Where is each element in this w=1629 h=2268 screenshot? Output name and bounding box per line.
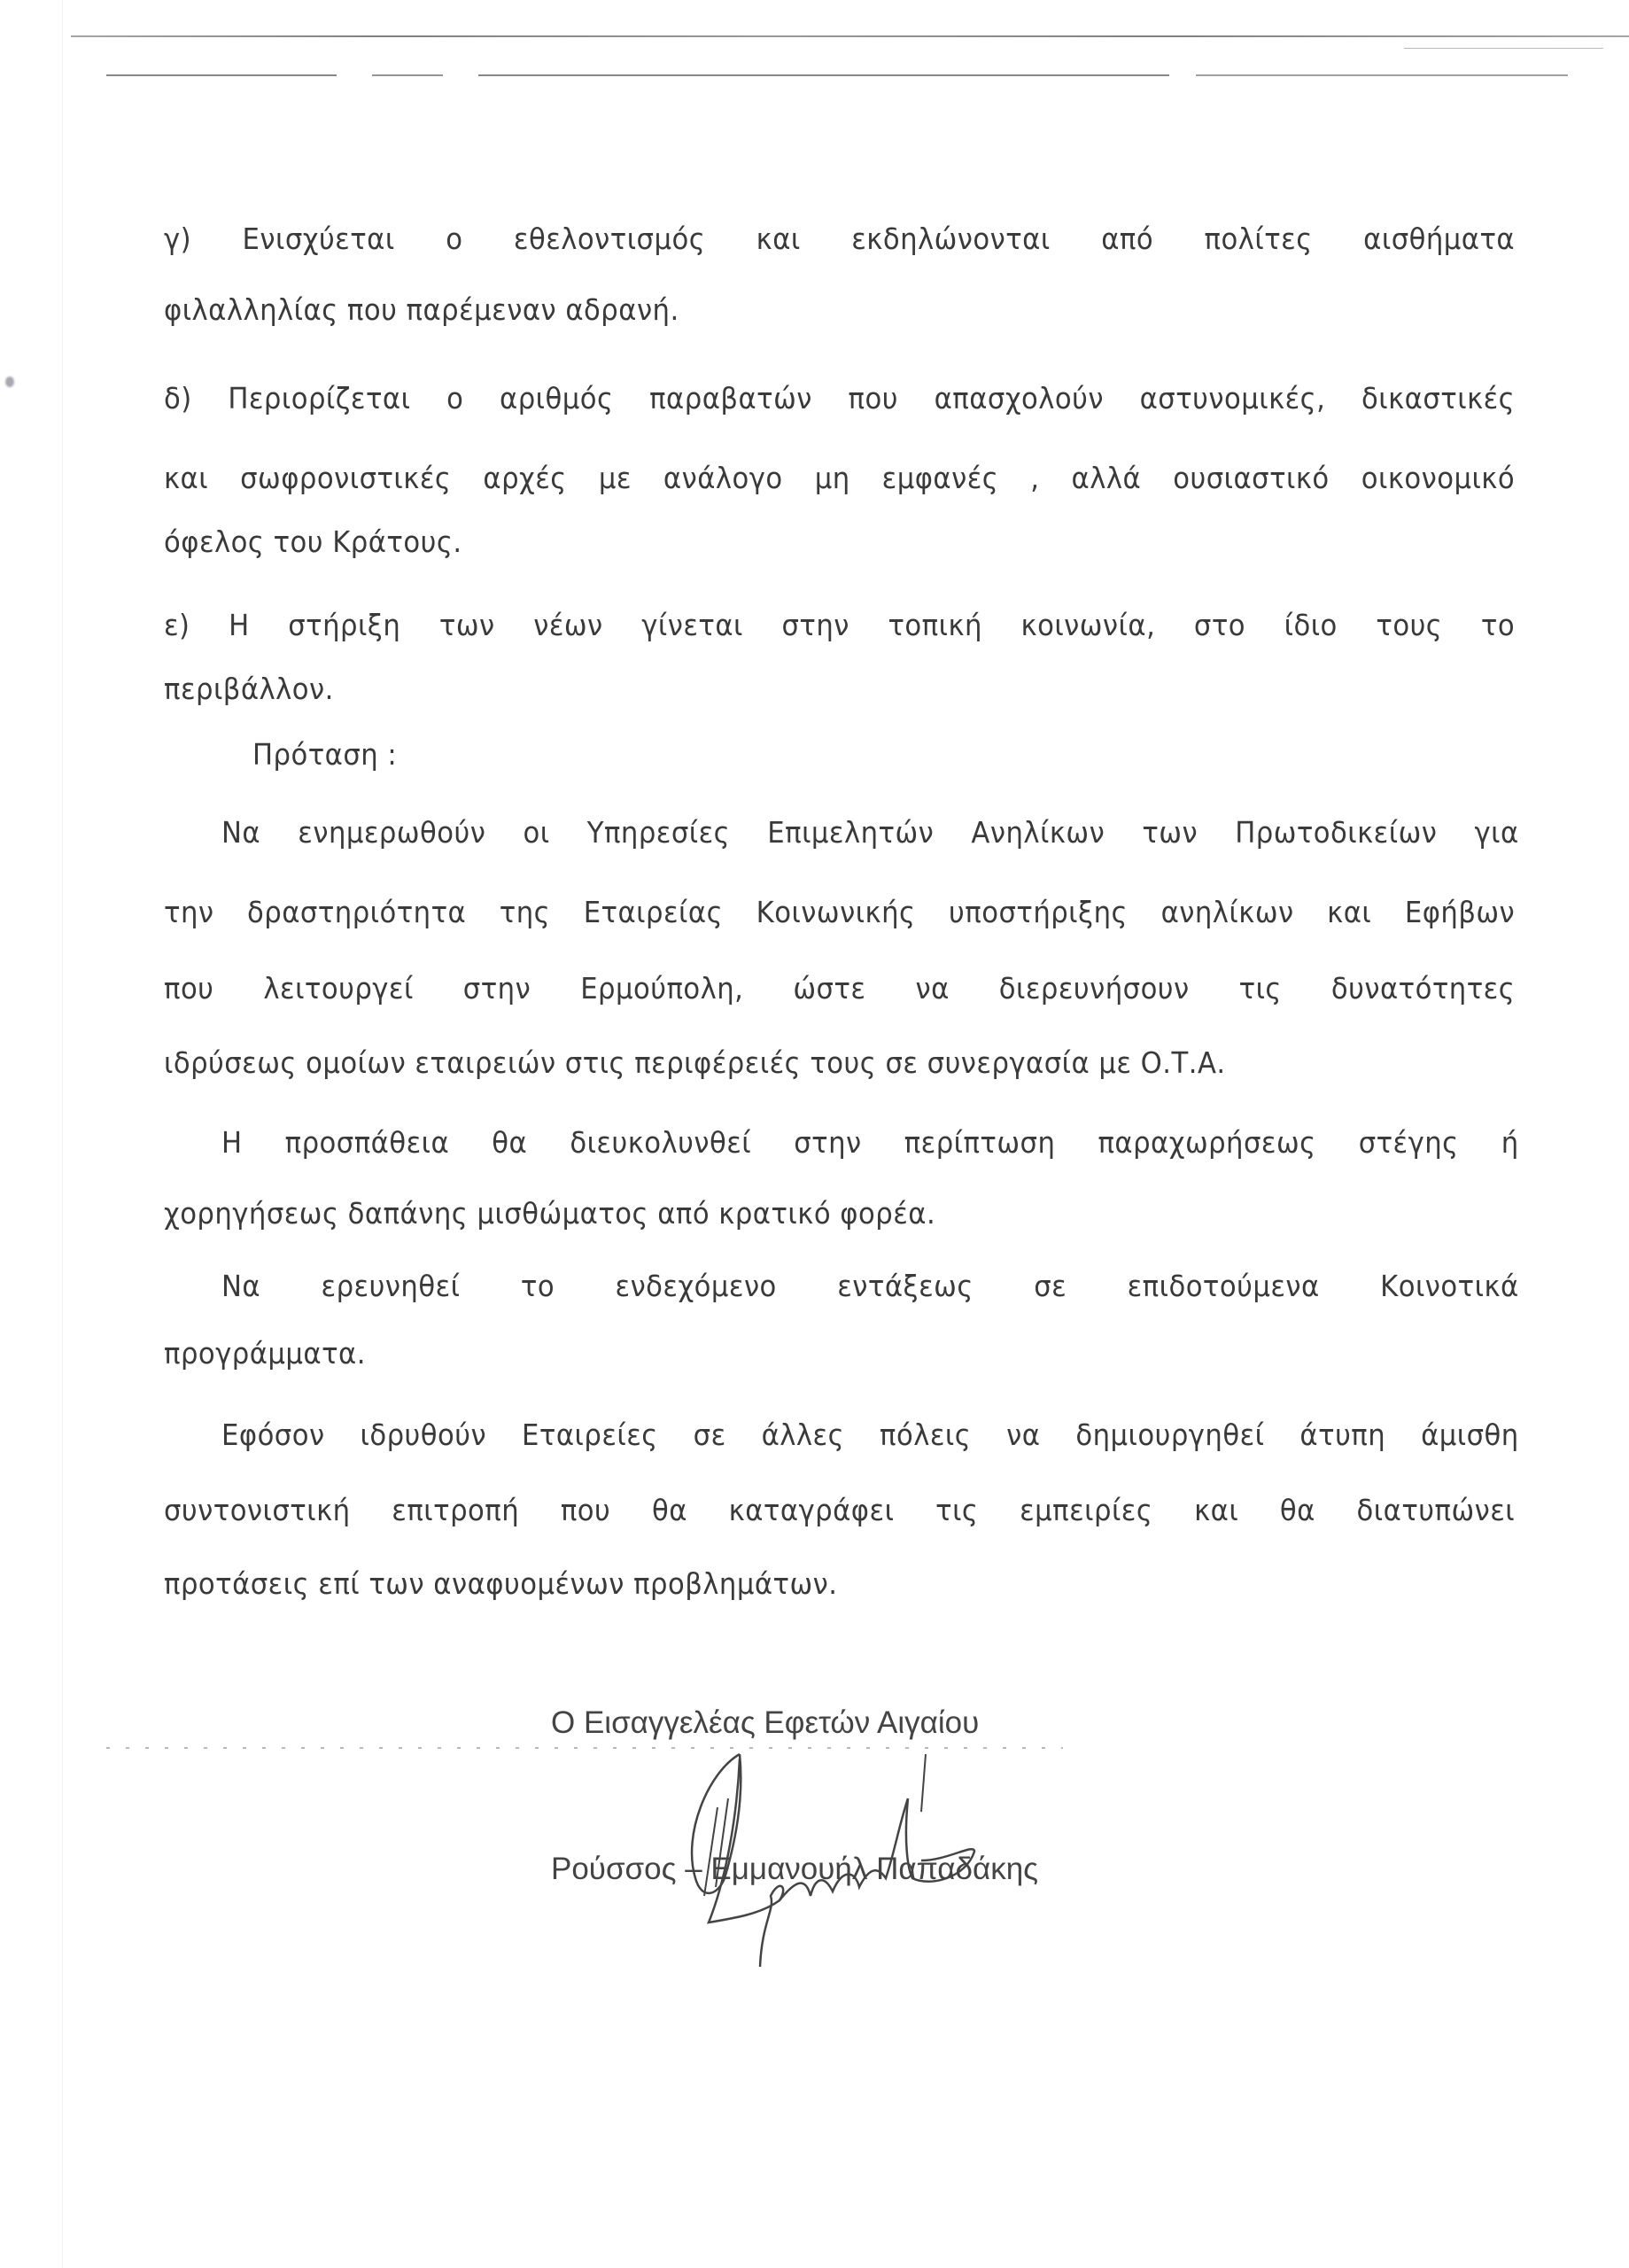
proposal-1-line-3 — [164, 971, 1515, 1006]
word: διατυπώνει — [1356, 1493, 1516, 1527]
word: δ) — [164, 381, 192, 416]
word: σε — [693, 1418, 726, 1452]
word: Κοινωνικής — [756, 895, 916, 929]
signatory-name: Ρούσσος – Εμμανουήλ Παπαδάκης — [551, 1852, 1039, 1886]
word: επιτροπή — [392, 1493, 520, 1527]
handwritten-signature-icon — [655, 1745, 1028, 1976]
proposal-3-line-1 — [221, 1269, 1519, 1303]
word: αισθήματα — [1363, 221, 1516, 256]
word: και — [1194, 1493, 1239, 1527]
word: Να — [221, 1269, 261, 1303]
word: που — [164, 971, 214, 1006]
word: πολίτες — [1204, 221, 1313, 256]
proposal-2-line-1 — [221, 1125, 1519, 1160]
paragraph-gamma-line-2: φιλαλληλίας που παρέμεναν αδρανή. — [164, 292, 679, 327]
word: ενημερωθούν — [298, 815, 486, 850]
word: τις — [935, 1493, 979, 1527]
word: και — [1327, 895, 1372, 929]
proposal-2-line-2: χορηγήσεως δαπάνης μισθώματος από κρατικό φορέα. — [164, 1196, 936, 1231]
word: εμπειρίες — [1020, 1493, 1153, 1527]
word: ο — [446, 381, 464, 416]
word: Εφόσον — [221, 1418, 325, 1452]
word: ενδεχόμενο — [615, 1269, 777, 1303]
word: στην — [462, 971, 531, 1006]
word: θα — [1279, 1493, 1315, 1527]
word: αρχές — [483, 461, 567, 495]
word: τοπική — [888, 608, 982, 642]
word: το — [1480, 608, 1516, 642]
word: και — [756, 221, 801, 256]
word: Ανηλίκων — [971, 815, 1105, 850]
word: παραβατών — [649, 381, 812, 416]
scan-speck — [5, 377, 14, 387]
paragraph-gamma-line-1 — [164, 221, 1515, 256]
header-rule — [71, 35, 1629, 37]
paragraph-delta-line-3: όφελος του Κράτους. — [164, 524, 462, 559]
word: κοινωνία, — [1020, 608, 1156, 642]
word: σε — [1034, 1269, 1067, 1303]
proposal-3-line-2: προγράμματα. — [164, 1336, 366, 1371]
word: Πρωτοδικείων — [1235, 815, 1438, 850]
word: ώστε — [793, 971, 866, 1006]
signature-dotted-line — [106, 1747, 1063, 1749]
proposal-1-line-4: ιδρύσεως ομοίων εταιρειών στις περιφέρειές τους σε συνεργασία με Ο.Τ.Α. — [164, 1045, 1226, 1080]
word: στο — [1193, 608, 1246, 642]
word: ίδιο — [1284, 608, 1338, 642]
word: οικονομικό — [1361, 461, 1516, 495]
word: άτυπη — [1299, 1418, 1386, 1452]
header-rule-short — [1404, 48, 1603, 49]
proposal-4-line-2 — [164, 1493, 1515, 1527]
word: προσπάθεια — [284, 1125, 450, 1160]
word: Η — [229, 608, 250, 642]
word: διερευνήσουν — [998, 971, 1190, 1006]
word: διευκολυνθεί — [570, 1125, 752, 1160]
word: οι — [523, 815, 550, 850]
word: πόλεις — [880, 1418, 972, 1452]
scan-page-edge — [62, 0, 63, 2268]
word: λειτουργεί — [263, 971, 414, 1006]
word: ουσιαστικό — [1173, 461, 1330, 495]
word: ανάλογο — [663, 461, 783, 495]
word: τις — [1238, 971, 1282, 1006]
word: Περιορίζεται — [228, 381, 411, 416]
word: ερευνηθεί — [321, 1269, 461, 1303]
word: που — [560, 1493, 611, 1527]
header-dashed-rule — [106, 74, 1568, 76]
word: υποστήριξης — [949, 895, 1129, 929]
word: των — [1142, 815, 1198, 850]
word: , — [1030, 461, 1040, 495]
word: στήριξη — [288, 608, 401, 642]
word: Να — [221, 815, 261, 850]
word: της — [499, 895, 551, 929]
word: την — [164, 895, 214, 929]
word: εντάξεως — [837, 1269, 974, 1303]
word: που — [848, 381, 898, 416]
word: να — [1006, 1418, 1041, 1452]
word: αλλά — [1071, 461, 1142, 495]
word: ανηλίκων — [1160, 895, 1294, 929]
word: θα — [651, 1493, 687, 1527]
proposal-4-line-1 — [221, 1418, 1519, 1452]
word: άμισθη — [1421, 1418, 1519, 1452]
word: αριθμός — [500, 381, 614, 416]
word: νέων — [533, 608, 603, 642]
word: παραχωρήσεως — [1098, 1125, 1316, 1160]
word: Ενισχύεται — [242, 221, 395, 256]
paragraph-delta-line-1 — [164, 381, 1515, 416]
word: για — [1474, 815, 1519, 850]
word: απασχολούν — [934, 381, 1104, 416]
word: τους — [1376, 608, 1443, 642]
word: μη — [814, 461, 850, 495]
word: των — [438, 608, 495, 642]
word: ιδρυθούν — [360, 1418, 487, 1452]
word: άλλες — [761, 1418, 845, 1452]
word: Επιμελητών — [767, 815, 935, 850]
word: Κοινοτικά — [1380, 1269, 1519, 1303]
word: σωφρονιστικές — [240, 461, 452, 495]
word: το — [520, 1269, 555, 1303]
paragraph-delta-line-2 — [164, 461, 1515, 495]
word: γ) — [164, 221, 192, 256]
word: εθελοντισμός — [513, 221, 706, 256]
word: με — [598, 461, 632, 495]
word: γίνεται — [641, 608, 743, 642]
word: δημιουργηθεί — [1075, 1418, 1265, 1452]
word: στέγης — [1358, 1125, 1459, 1160]
word: και — [164, 461, 209, 495]
word: να — [915, 971, 950, 1006]
word: θα — [492, 1125, 528, 1160]
word: Υπηρεσίες — [586, 815, 731, 850]
word: Εφήβων — [1404, 895, 1516, 929]
word: δραστηριότητα — [247, 895, 467, 929]
word: Εταιρείας — [583, 895, 724, 929]
proposal-1-line-1 — [221, 815, 1519, 850]
word: καταγράφει — [728, 1493, 895, 1527]
signatory-title: Ο Εισαγγελέας Εφετών Αιγαίου — [551, 1705, 980, 1740]
word: περίπτωση — [904, 1125, 1056, 1160]
word: δυνατότητες — [1330, 971, 1516, 1006]
proposal-1-line-2 — [164, 895, 1515, 929]
word: εμφανές — [881, 461, 999, 495]
proposal-4-line-3: προτάσεις επί των αναφυομένων προβλημάτων. — [164, 1566, 838, 1601]
word: αστυνομικές, — [1139, 381, 1326, 416]
word: εκδηλώνονται — [851, 221, 1051, 256]
paragraph-epsilon-line-1 — [164, 608, 1515, 642]
word: Η — [221, 1125, 243, 1160]
word: επιδοτούμενα — [1127, 1269, 1320, 1303]
word: δικαστικές — [1361, 381, 1516, 416]
word: συντονιστική — [164, 1493, 351, 1527]
word: στην — [794, 1125, 862, 1160]
word: Ερμούπολη, — [580, 971, 744, 1006]
word: ή — [1501, 1125, 1519, 1160]
word: Εταιρείες — [522, 1418, 658, 1452]
proposal-heading: Πρόταση : — [252, 737, 398, 772]
word: στην — [781, 608, 849, 642]
word: ο — [446, 221, 463, 256]
word: από — [1101, 221, 1154, 256]
paragraph-epsilon-line-2: περιβάλλον. — [164, 672, 334, 706]
word: ε) — [164, 608, 190, 642]
